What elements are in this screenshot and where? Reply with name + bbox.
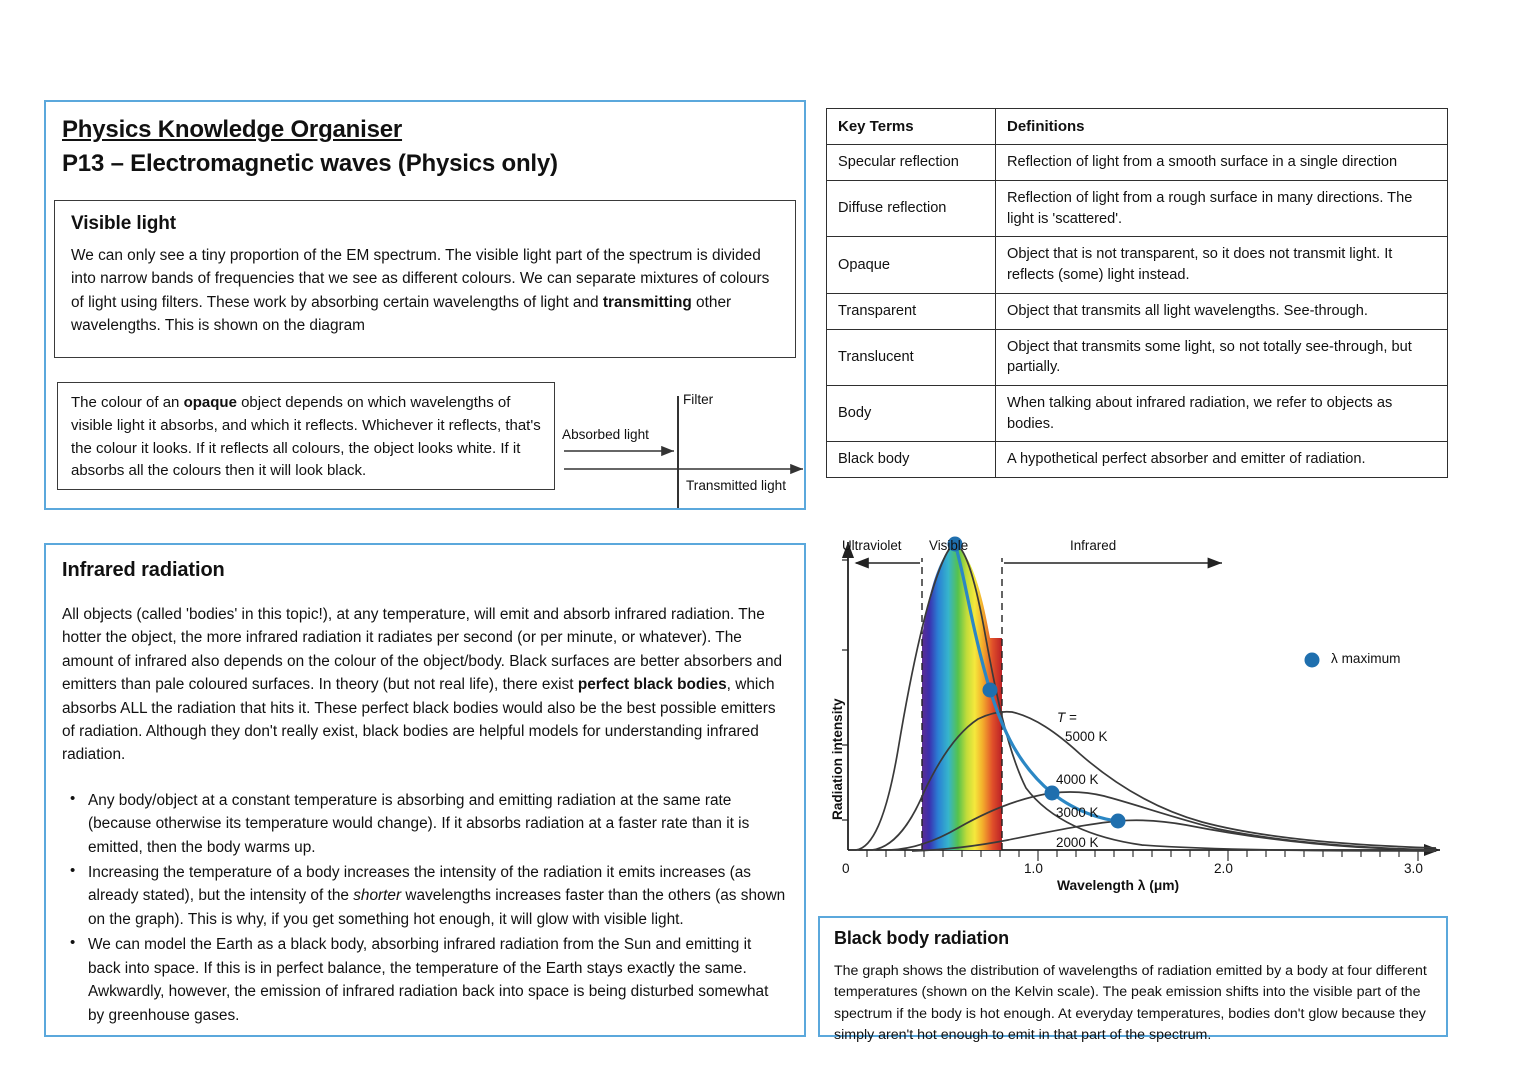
definition-cell: A hypothetical perfect absorber and emitter of radiation. xyxy=(996,442,1448,478)
definition-cell: Object that is not transparent, so it does not transmit light. It reflects (some) light instead. xyxy=(996,237,1448,293)
term-cell: Specular reflection xyxy=(827,145,996,181)
table-row xyxy=(827,237,1448,293)
region-label-visible: Visible xyxy=(929,538,969,553)
definition-cell: Object that transmits some light, so not totally see-through, but partially. xyxy=(996,329,1448,385)
bullet-italic-term: shorter xyxy=(353,887,402,905)
temp-label-3000k: 3000 K xyxy=(1056,805,1099,820)
infrared-bold-phrase: perfect black bodies xyxy=(577,676,727,694)
x-tick-label-3: 3.0 xyxy=(1404,861,1423,876)
term-cell: Black body xyxy=(827,442,996,478)
absorbed-light-label: Absorbed light xyxy=(562,427,649,442)
term-cell: Diffuse reflection xyxy=(827,181,996,237)
visible-light-box xyxy=(54,200,796,358)
filter-diagram xyxy=(560,388,810,508)
visible-light-heading: Visible light xyxy=(71,213,176,234)
definition-cell: Object that transmits all light wavelengths. See-through. xyxy=(996,293,1448,329)
infrared-radiation-panel xyxy=(44,543,806,1037)
term-cell: Body xyxy=(827,386,996,442)
table-row xyxy=(827,386,1448,442)
table-header-row xyxy=(827,109,1448,145)
list-item: • Increasing the temperature of a body increases the intensity of the radiation it emits increases (as already stated), but the intensity of the shorter wavelengths increases faster than the others (as shown on the graph). This is why, if you get something hot enough, it will glow with visible light. xyxy=(62,861,786,931)
x-axis-ticks xyxy=(867,850,1418,861)
table-row xyxy=(827,442,1448,478)
x-tick-label-1: 1.0 xyxy=(1024,861,1043,876)
column-header-definitions: Definitions xyxy=(996,109,1448,145)
legend-label-lambda-maximum: λ maximum xyxy=(1331,651,1401,666)
page-subtitle: P13 – Electromagnetic waves (Physics only) xyxy=(62,150,558,177)
infrared-paragraph: All objects (called 'bodies' in this topic!), at any temperature, will emit and absorb infrared radiation. The hotter the object, the more infrared radiation it radiates per second (or per minute, or whatever). The amount of infrared also depends on the colour of the object/body. Black surfaces are better absorbers and emitters than pale coloured surfaces. In theory (but not real life), there exist perfect black bodies, which absorbs ALL the radiation that hits it. These perfect black bodies would also be the best possible emitters of radiation. Although they don't really exist, black bodies are helpful models for understanding infrared radiation. xyxy=(62,606,783,764)
legend-marker-icon xyxy=(1305,653,1320,668)
transmitted-light-label: Transmitted light xyxy=(686,478,786,493)
table-row xyxy=(827,329,1448,385)
infrared-bullet-list xyxy=(62,789,786,1027)
list-item: • Any body/object at a constant temperature is absorbing and emitting radiation at the same rate (because otherwise its temperature would change). If it absorbs radiation at a faster rate than it is emitted, then the body warms up. xyxy=(62,789,786,859)
opaque-paragraph: The colour of an opaque object depends on which wavelengths of visible light it absorbs, and which it reflects. Whichever it reflects, that's the colour it looks. If it reflects all colours, the object looks white. If it absorbs all the colours then it will look black. xyxy=(71,394,541,480)
y-axis-ticks xyxy=(842,560,848,820)
opaque-explanation-box xyxy=(57,382,555,490)
x-tick-label-2: 2.0 xyxy=(1214,861,1233,876)
filter-label: Filter xyxy=(683,392,714,407)
temp-label-5000k: 5000 K xyxy=(1065,729,1108,744)
chart-y-axis-title: Radiation intensity xyxy=(830,698,845,820)
black-body-heading: Black body radiation xyxy=(834,928,1010,948)
temp-label-4000k: 4000 K xyxy=(1056,772,1099,787)
table-row xyxy=(827,145,1448,181)
key-terms-table xyxy=(826,108,1448,478)
region-label-infrared: Infrared xyxy=(1070,538,1117,553)
lambda-max-point-2000k xyxy=(1111,814,1126,829)
chart-x-axis-title: Wavelength λ (μm) xyxy=(1057,878,1180,893)
definition-cell: Reflection of light from a rough surface in many directions. The light is 'scattered'. xyxy=(996,181,1448,237)
filter-arrows-svg xyxy=(560,388,810,508)
definition-cell: When talking about infrared radiation, we refer to objects as bodies. xyxy=(996,386,1448,442)
term-cell: Transparent xyxy=(827,293,996,329)
opaque-bold-term: opaque xyxy=(183,394,237,411)
table-row xyxy=(827,181,1448,237)
infrared-heading: Infrared radiation xyxy=(62,559,225,581)
temp-label-2000k: 2000 K xyxy=(1056,835,1099,850)
list-item: • We can model the Earth as a black body, absorbing infrared radiation from the Sun and emitting it back into space. If this is in perfect balance, the temperature of the Earth stays exactly the same. Awkwardly, however, the emission of infrared radiation back into space is being disturbed somewhat by greenhouse gases. xyxy=(62,933,786,1027)
term-cell: Opaque xyxy=(827,237,996,293)
region-label-ultraviolet: Ultraviolet xyxy=(842,538,902,553)
x-tick-label-0: 0 xyxy=(842,861,850,876)
visible-light-bold-term: transmitting xyxy=(602,293,692,311)
visible-light-paragraph: We can only see a tiny proportion of the EM spectrum. The visible light part of the spectrum is divided into narrow bands of frequencies that we see as different colours. We can separate mixtures of colours of light using filters. These work by absorbing certain wavelengths of light and transmitting other wavelengths. This is shown on the diagram xyxy=(71,247,770,335)
black-body-chart xyxy=(812,520,1452,893)
black-body-radiation-panel xyxy=(818,916,1448,1043)
visible-spectrum-band xyxy=(922,638,1002,850)
column-header-key-terms: Key Terms xyxy=(827,109,996,145)
temp-prefix-label: T = xyxy=(1057,710,1077,725)
table-row xyxy=(827,293,1448,329)
lambda-max-point-3000k xyxy=(1045,786,1060,801)
page-title: Physics Knowledge Organiser xyxy=(62,116,403,143)
chart-svg xyxy=(812,520,1452,880)
lambda-max-point-4000k xyxy=(983,683,998,698)
black-body-paragraph: The graph shows the distribution of wavelengths of radiation emitted by a body at four different temperatures (shown on the Kelvin scale). The peak emission shifts into the visible part of the spectrum if the body is hot enough. At everyday temperatures, bodies don't glow because they simply aren't hot enough to emit in that part of the spectrum. xyxy=(834,963,1427,1043)
definition-cell: Reflection of light from a smooth surface in a single direction xyxy=(996,145,1448,181)
visible-spectrum-cap xyxy=(922,545,1002,638)
term-cell: Translucent xyxy=(827,329,996,385)
